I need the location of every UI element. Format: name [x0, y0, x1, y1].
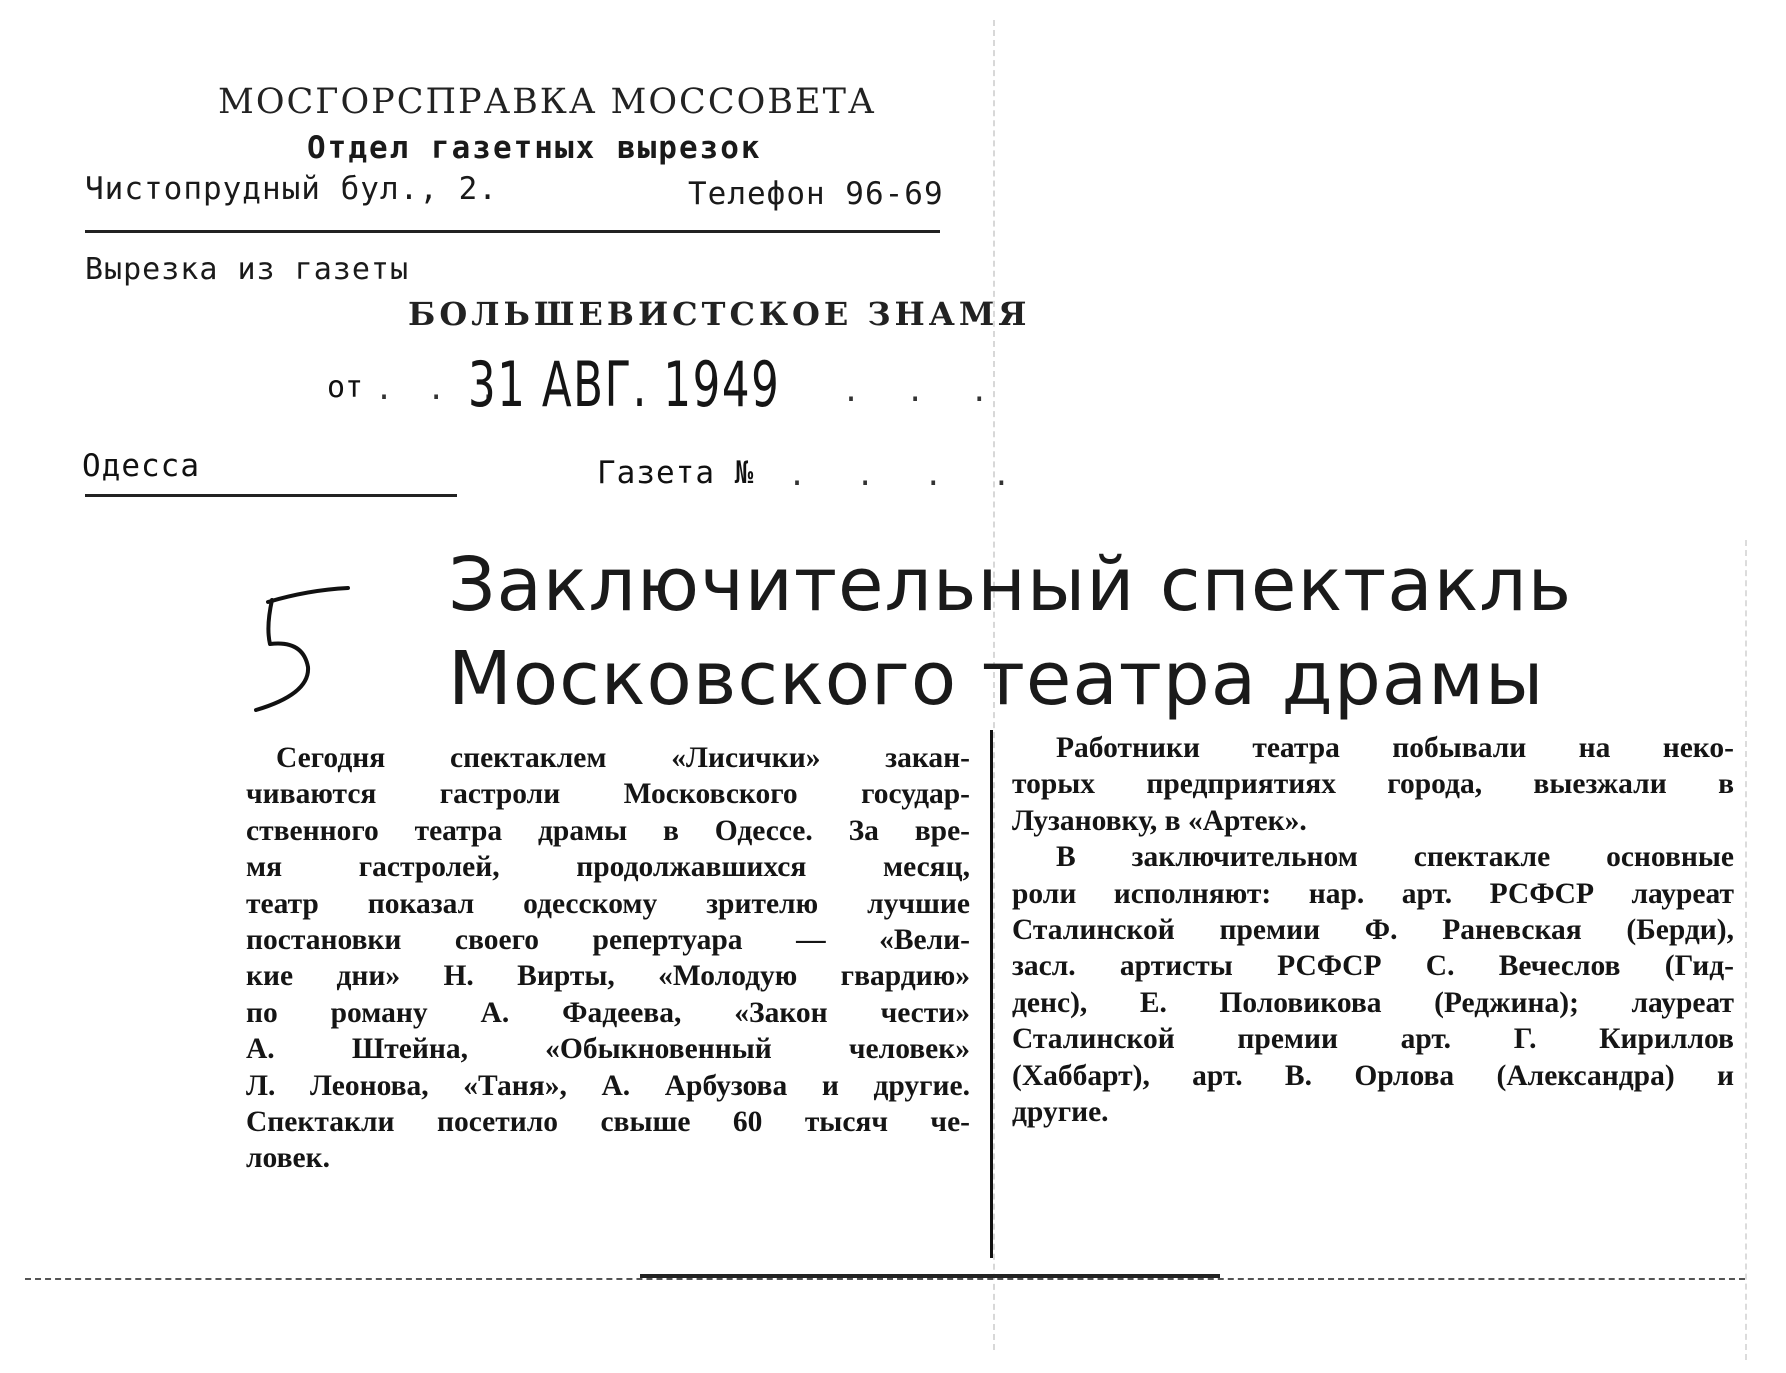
right-line: Сталинской премии арт. Г. Кириллов	[1012, 1023, 1734, 1056]
left-line: постановки своего репертуара — «Вели-	[246, 923, 970, 956]
left-line: Сегодня спектаклем «Лисички» закан-	[276, 742, 970, 774]
right-line: роли исполняют: нар. арт. РСФСР лауреат	[1012, 877, 1734, 910]
right-line: Лузановку, в «Артек».	[1012, 804, 1307, 837]
right-line: Сталинской премии Ф. Раневская (Берди),	[1012, 913, 1734, 946]
newspaper-name: БОЛЬШЕВИСТСКОЕ ЗНАМЯ	[408, 295, 1031, 333]
handwritten-number-mark	[248, 582, 368, 712]
issue-label: Газета №	[597, 455, 755, 491]
article-headline	[448, 538, 1572, 726]
article-right-column	[1012, 730, 1734, 1130]
right-line: В заключительном спектакле основные	[1056, 841, 1734, 874]
header-rule	[85, 230, 940, 233]
date-prefix: от	[327, 370, 364, 405]
article-left-column	[246, 740, 970, 1177]
left-line: по роману А. Фадеева, «Закон чести»	[246, 996, 970, 1029]
right-line: Работники театра побывали на неко-	[1056, 732, 1734, 764]
phone: Телефон 96-69	[688, 176, 944, 212]
right-line: (Хаббарт), арт. В. Орлова (Александра) и	[1012, 1059, 1734, 1092]
city: Одесса	[82, 448, 200, 484]
headline-line-1: Заключительный спектакль	[448, 542, 1573, 628]
cut-line	[25, 1278, 1745, 1280]
right-line: денс), Е. Половикова (Реджина); лауреат	[1012, 986, 1734, 1019]
date-dots-right: . . .	[842, 374, 1003, 409]
left-line: театр показал одесскому зрителю лучшие	[246, 887, 970, 920]
date-dots-left: . . .	[375, 372, 506, 407]
headline-line-2: Московского театра драмы	[448, 636, 1545, 722]
right-line: торых предприятиях города, выезжали в	[1012, 768, 1734, 801]
left-line: Л. Леонова, «Таня», А. Арбузова и другие.	[246, 1069, 970, 1102]
issue-dots: . . . .	[788, 458, 1027, 493]
left-line: ловек.	[246, 1142, 330, 1175]
right-line: засл. артисты РСФСР С. Вечеслов (Гид-	[1012, 950, 1734, 983]
margin-guide-right	[1745, 540, 1747, 1360]
left-line: кие дни» Н. Вирты, «Молодую гвардию»	[246, 960, 970, 993]
clipping-date: 31 АВГ. 1949	[468, 348, 781, 421]
cut-line-bold	[640, 1274, 1220, 1278]
left-line: мя гастролей, продолжавшихся месяц,	[246, 851, 970, 884]
left-line: Спектакли посетило свыше 60 тысяч че-	[246, 1105, 970, 1138]
left-line: А. Штейна, «Обыкновенный человек»	[246, 1033, 970, 1066]
left-line: ственного театра драмы в Одессе. За вре-	[246, 814, 970, 847]
left-line: чиваются гастроли Московского государ-	[246, 778, 970, 811]
department-name: Отдел газетных вырезок	[307, 130, 762, 166]
agency-name: МОСГОРСПРАВКА МОССОВЕТА	[218, 82, 877, 122]
address: Чистопрудный бул., 2.	[85, 171, 498, 207]
column-separator	[990, 730, 993, 1258]
right-line: другие.	[1012, 1095, 1109, 1128]
clipping-from-label: Вырезка из газеты	[85, 252, 410, 287]
city-rule	[85, 494, 457, 497]
